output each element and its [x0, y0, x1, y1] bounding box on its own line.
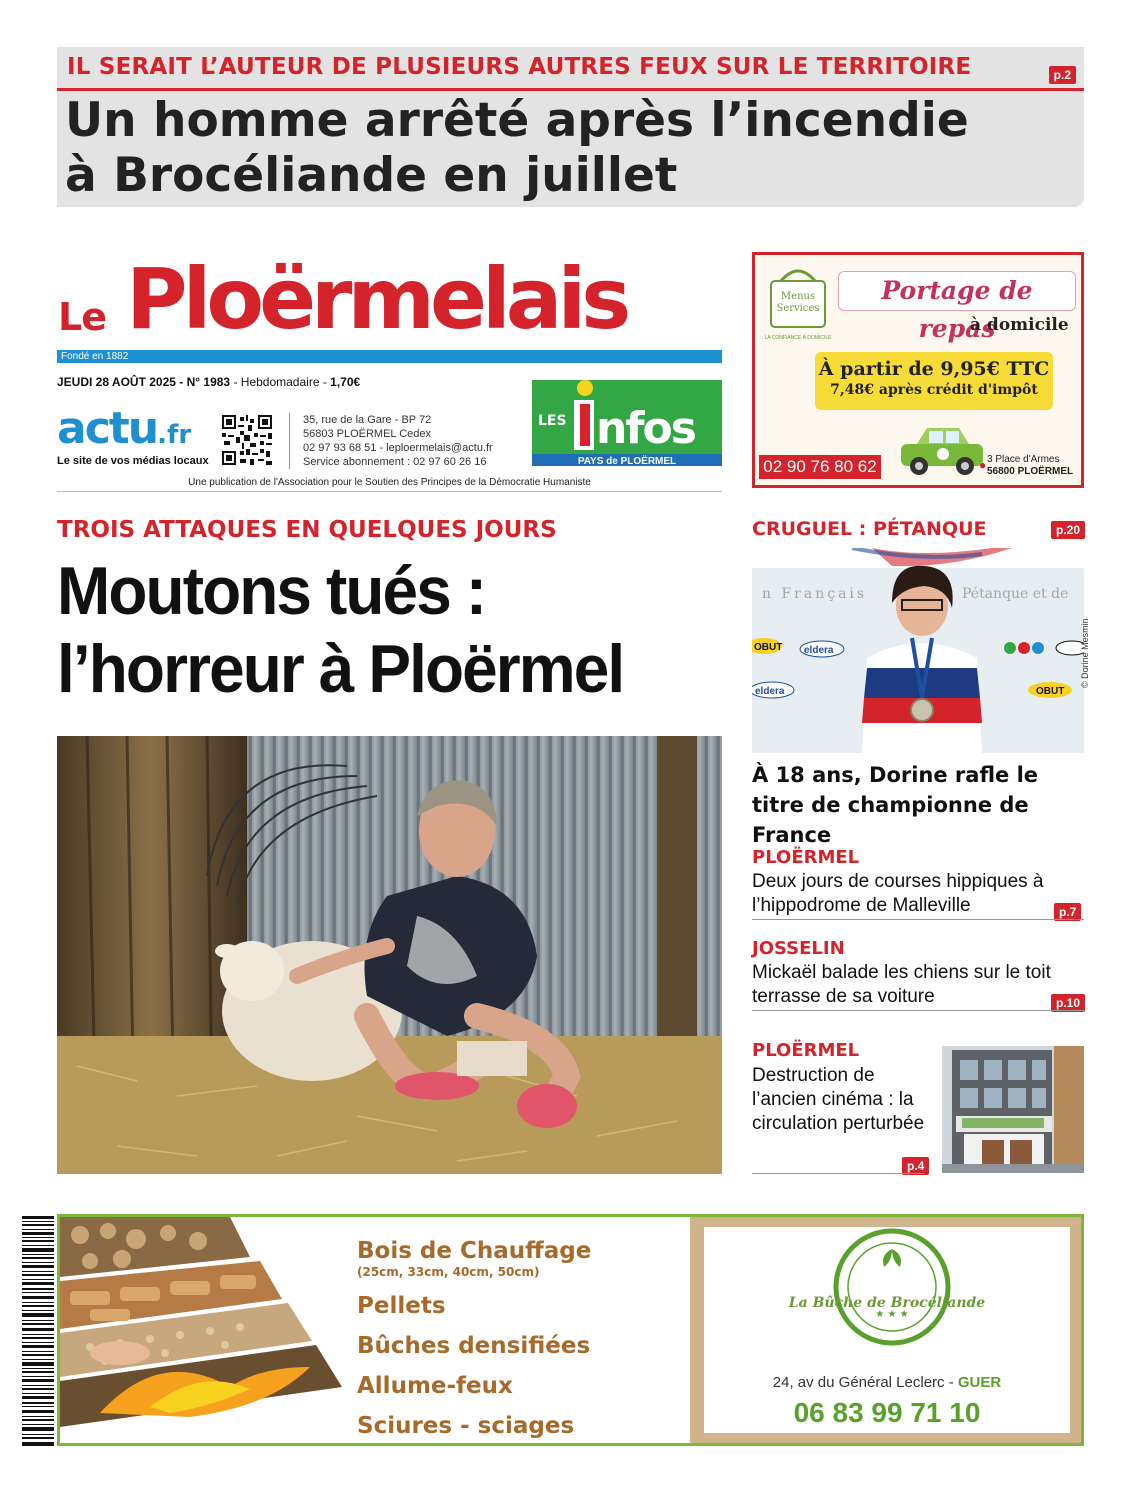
- sidebar-photo[interactable]: [752, 548, 1084, 753]
- brief-kicker: PLOËRMEL: [752, 847, 860, 868]
- issue-date-number: JEUDI 28 AOÛT 2025 - N° 1983: [57, 375, 231, 389]
- svg-text:OBUT: OBUT: [754, 642, 783, 653]
- issue-frequency: - Hebdomadaire -: [230, 375, 331, 389]
- main-story-headline[interactable]: [57, 552, 696, 708]
- top-story-page-badge[interactable]: p.2: [1049, 66, 1076, 84]
- ad-bois-chauffage[interactable]: [57, 1214, 1084, 1446]
- firewood-products-photo: [60, 1217, 350, 1443]
- brief-page-badge[interactable]: p.10: [1051, 994, 1085, 1012]
- brief-headline[interactable]: Mickaël balade les chiens sur le toit terrasse de sa voiture: [752, 962, 1051, 1007]
- top-story-divider: [57, 88, 1084, 91]
- brief-page-badge[interactable]: p.4: [902, 1157, 929, 1175]
- infos-word: nfos: [596, 403, 695, 454]
- brief-divider: [752, 1010, 1084, 1011]
- ad-bois-phone[interactable]: 06 83 99 71 10: [793, 1397, 981, 1428]
- menus-services-tagline: LA CONFIANCE À DOMICILE: [764, 335, 832, 341]
- issue-info: [57, 375, 360, 389]
- top-headline-line-1: Un homme arrêté après l’incendie: [65, 93, 969, 148]
- location-pin-icon: ●: [979, 458, 987, 472]
- actu-logo-domain: .fr: [157, 420, 192, 450]
- founded-text: Fondé en 1882: [61, 351, 129, 362]
- address-line: 02 97 93 68 51 - leploermelais@actu.fr: [303, 442, 493, 454]
- founded-bar: [57, 350, 722, 363]
- ad-repas-price-box: [815, 352, 1053, 410]
- ad-bois-brand-panel: [690, 1217, 1084, 1443]
- ad-bois-item: Bois de Chauffage: [357, 1238, 592, 1264]
- ad-bois-sizes: (25cm, 33cm, 40cm, 50cm): [357, 1265, 540, 1279]
- delivery-car-icon: [897, 420, 987, 478]
- brief-divider: [752, 919, 1084, 920]
- ad-repas-subtitle: à domicile: [970, 315, 1069, 335]
- actu-tagline: Le site de vos médias locaux: [57, 455, 209, 467]
- ad-bois-street: 24, av du Général Leclerc -: [772, 1374, 958, 1391]
- sidebar-photo-credit: © Dorine Mesmin: [1080, 618, 1090, 688]
- ad-repas-price: À partir de 9,95€ TTC: [818, 358, 1050, 380]
- ad-bois-item: Sciures - sciages: [357, 1413, 575, 1439]
- ad-bois-item: Pellets: [357, 1293, 446, 1319]
- main-story-photo[interactable]: [57, 736, 722, 1174]
- publication-notice: Une publication de l'Association pour le Soutien des Principes de la Démocratie Humaniste: [188, 477, 591, 488]
- top-story-kicker: IL SERAIT L’AUTEUR DE PLUSIEURS AUTRES FEUX SUR LE TERRITOIRE: [67, 54, 972, 80]
- svg-text:Menus: Menus: [780, 291, 816, 302]
- svg-text:Pétanque et de: Pétanque et de: [962, 586, 1069, 602]
- ad-bois-item: Bûches densifiées: [357, 1333, 591, 1359]
- brief-kicker: JOSSELIN: [752, 938, 845, 959]
- svg-text:OBUT: OBUT: [1036, 686, 1065, 697]
- masthead-logo-le: Le: [58, 295, 106, 339]
- barcode-icon: [22, 1216, 54, 1446]
- svg-text:n Français: n Français: [762, 586, 868, 602]
- address-line: Service abonnement : 02 97 60 26 16: [303, 456, 487, 468]
- main-story-kicker: TROIS ATTAQUES EN QUELQUES JOURS: [57, 517, 557, 543]
- actu-logo[interactable]: [57, 403, 192, 458]
- top-story-banner[interactable]: [57, 47, 1084, 207]
- top-story-headline[interactable]: [65, 93, 1065, 203]
- main-headline-line-2: l’horreur à Ploërmel: [57, 631, 624, 707]
- ad-bois-address: [704, 1374, 1070, 1391]
- ad-bois-card: [704, 1227, 1070, 1433]
- ad-repas-title: Portage de repas: [838, 271, 1076, 311]
- qr-code-icon[interactable]: [222, 415, 272, 465]
- brief-headline[interactable]: Destruction de l’ancien cinéma : la circulation perturbée: [752, 1065, 925, 1134]
- brief-page-badge[interactable]: p.7: [1054, 903, 1081, 921]
- buche-broceliande-seal-icon: [832, 1227, 952, 1347]
- ad-repas-credit: 7,48€ après crédit d'impôt: [830, 382, 1038, 398]
- ad-repas-address-line-2: 56800 PLOËRMEL: [987, 466, 1074, 477]
- menus-services-bag-icon: [763, 261, 833, 341]
- svg-text:eldera: eldera: [755, 686, 785, 697]
- masthead-divider: [57, 491, 722, 492]
- brief-divider: [752, 1173, 924, 1174]
- masthead-logo-name[interactable]: Ploërmelais: [126, 250, 627, 348]
- les-infos-logo[interactable]: [532, 380, 722, 466]
- ad-bois-brand: La Bûche de Brocéliande: [788, 1295, 986, 1311]
- brief-kicker: PLOËRMEL: [752, 1040, 860, 1061]
- svg-text:Services: Services: [776, 303, 820, 314]
- contact-address: [289, 413, 493, 469]
- ad-portage-repas[interactable]: [752, 252, 1084, 488]
- ad-repas-address: [987, 454, 1073, 478]
- ad-bois-item: Allume-feux: [357, 1373, 513, 1399]
- svg-text:eldera: eldera: [804, 645, 834, 656]
- ad-bois-town: GUER: [957, 1374, 1002, 1391]
- brief-headline[interactable]: Deux jours de courses hippiques à l’hippodrome de Malleville: [752, 871, 1044, 916]
- actu-logo-word: actu: [57, 403, 158, 454]
- sidebar-kicker: CRUGUEL : PÉTANQUE: [752, 518, 987, 540]
- infos-les: LES: [538, 413, 567, 429]
- top-headline-line-2: à Brocéliande en juillet: [65, 148, 678, 203]
- main-headline-line-1: Moutons tués :: [57, 553, 486, 629]
- sidebar-page-badge[interactable]: p.20: [1051, 521, 1085, 539]
- issue-price: 1,70€: [330, 375, 361, 389]
- sidebar-headline[interactable]: À 18 ans, Dorine rafle le titre de championne de France: [752, 763, 1039, 847]
- svg-text:★ ★ ★: ★ ★ ★: [875, 1309, 909, 1320]
- address-line: 35, rue de la Gare - BP 72: [303, 414, 432, 426]
- ad-repas-phone[interactable]: 02 90 76 80 62: [759, 455, 881, 479]
- cinema-building-photo[interactable]: [942, 1046, 1084, 1173]
- address-line: 56803 PLOËRMEL Cedex: [303, 428, 431, 440]
- infos-area: PAYS de PLOËRMEL: [577, 456, 677, 466]
- ad-repas-address-line-1: 3 Place d'Armes: [987, 454, 1060, 465]
